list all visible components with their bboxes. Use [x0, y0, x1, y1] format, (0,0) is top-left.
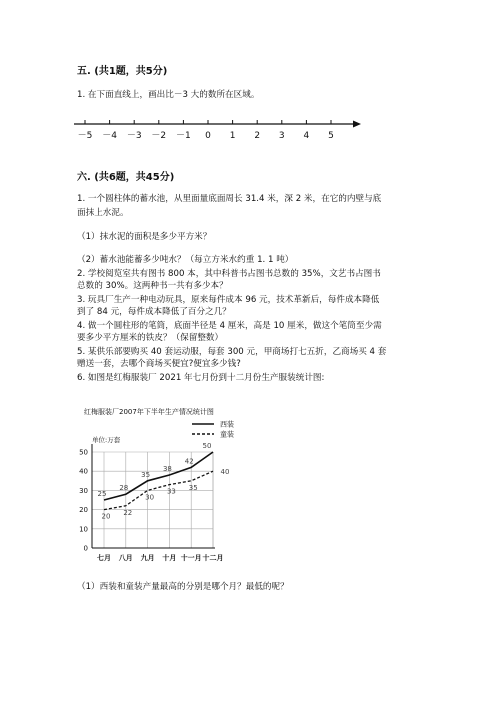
x-tick-label: 十月 [162, 554, 177, 562]
question-6-1-sub2: （2）蓄水池能蓄多少吨水？（每立方米水约重 1. 1 吨） [77, 255, 294, 265]
question-6-6: 6. 如图是红梅服装厂 2021 年七月份到十二月份生产服装统计图: [77, 373, 325, 383]
y-tick-label: 50 [79, 448, 88, 457]
number-line-label: 1 [229, 131, 236, 141]
data-label: 35 [188, 483, 198, 492]
question-6-5-line1: 5. 某供乐部要购买 40 套运动服，每套 300 元，甲商场打七五折，乙商场买 4 套 [77, 347, 387, 357]
series-line-0 [104, 452, 213, 500]
number-line-label: 2 [254, 131, 261, 141]
question-6-1-sub1: （1）抹水泥的面积是多少平方米？ [77, 232, 212, 242]
x-tick-label: 七月 [97, 554, 111, 562]
data-label: 20 [101, 512, 111, 521]
data-label: 38 [162, 465, 172, 474]
number-line [70, 112, 370, 147]
question-6-2-line1: 2. 学校阅览室共有图书 800 本，其中科普书占图书总数的 35%，文艺书占图书 [77, 269, 381, 279]
question-6-4-line1: 4. 做一个圆柱形的笔筒，底面半径是 4 厘米，高是 10 厘米，做这个笔筒至少需 [77, 321, 382, 331]
chart-labels [79, 442, 229, 562]
y-tick-label: 20 [79, 506, 88, 515]
data-label: 28 [119, 484, 129, 493]
data-label: 35 [141, 470, 151, 479]
number-line-label: －1 [176, 131, 191, 141]
y-tick-label: 10 [79, 525, 88, 534]
question-6-3-line2: 到了 84 元，每件成本降低了百分之几？ [77, 307, 231, 317]
x-tick-label: 十一月 [180, 554, 202, 562]
question-6-1-line2: 面抹上水泥。 [77, 208, 129, 218]
chart-series [104, 452, 213, 510]
chart-legend [192, 420, 234, 439]
data-label: 30 [145, 493, 155, 502]
section-5-heading: 五. (共1题，共5分) [77, 66, 168, 77]
question-5-1: 1. 在下面直线上，画出比－3 大的数所在区域。 [77, 90, 260, 100]
number-line-label: －4 [102, 131, 117, 141]
production-line-chart [70, 402, 260, 567]
legend-label: 童装 [220, 430, 234, 439]
number-line-label: 0 [205, 131, 211, 141]
number-line-label: －5 [77, 131, 93, 141]
x-tick-label: 八月 [118, 554, 133, 562]
number-line-label: －3 [126, 131, 142, 141]
number-line-label: －2 [151, 131, 167, 141]
x-tick-label: 九月 [140, 554, 155, 562]
data-label: 40 [220, 468, 230, 477]
question-6-5-line2: 赠送一套，去哪个商场买便宜?便宜多少钱? [77, 359, 241, 369]
number-line-label: 3 [278, 131, 285, 141]
x-tick-label: 十二月 [202, 554, 224, 562]
question-6-2-line2: 总数的 30%。这两种书一共有多少本？ [77, 281, 228, 291]
number-line-label: 4 [303, 131, 310, 141]
data-label: 50 [202, 442, 212, 450]
chart-unit-label: 单位:万套 [92, 436, 121, 444]
chart-title: 红梅服装厂2007年下半年生产情况统计图 [84, 408, 214, 416]
data-label: 33 [166, 487, 176, 496]
y-tick-label: 0 [83, 544, 88, 553]
number-line-label: 5 [328, 131, 334, 141]
y-tick-label: 30 [79, 486, 88, 495]
data-label: 42 [184, 457, 194, 466]
legend-label: 西装 [220, 420, 234, 429]
question-6-3-line1: 3. 玩具厂生产一种电动玩具，原来每件成本 96 元，技术革新后，每件成本降低 [77, 295, 380, 305]
data-label: 22 [123, 508, 133, 517]
data-label: 25 [97, 490, 107, 498]
question-6-4-line2: 要多少平方厘米的铁皮？（保留整数） [77, 333, 224, 343]
question-6-1-line1: 1. 一个圆柱体的蓄水池，从里面量底面周长 31.4 米，深 2 米，在它的内壁与底 [77, 194, 382, 204]
y-tick-label: 40 [79, 467, 88, 476]
number-line-arrow [353, 121, 361, 128]
number-line-ticks [78, 120, 334, 141]
section-6-heading: 六. (共6题，共45分) [77, 172, 175, 183]
question-6-6-sub1: （1）西装和童装产量最高的分别是哪个月？最低的呢？ [77, 582, 289, 592]
